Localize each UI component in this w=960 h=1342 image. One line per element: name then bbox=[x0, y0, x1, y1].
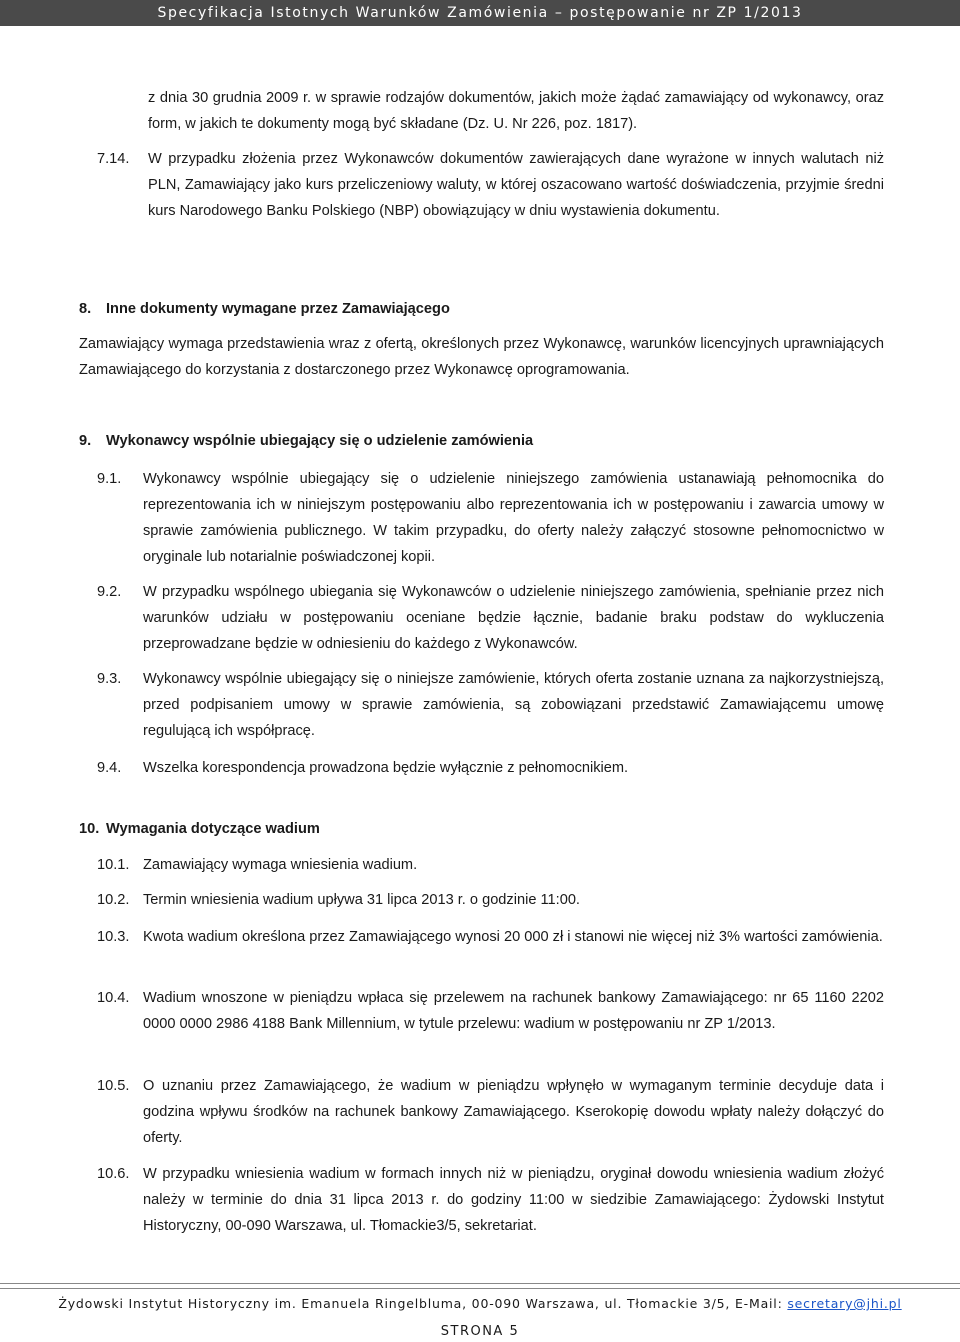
item-number: 10.1. bbox=[97, 857, 130, 873]
footer-email-link[interactable]: secretary@jhi.pl bbox=[787, 1296, 902, 1311]
item-text: Wykonawcy wspólnie ubiegający się o niniejsze zamówienie, których oferta zostanie uznana za najkorzystniejszą, przed podpisaniem umowy w sprawie zamówienia, są zobowiązani przedstawić Zamawiającemu umowę regulującą ich współpracę. bbox=[143, 671, 884, 739]
item-text: Termin wniesienia wadium upływa 31 lipca 2013 r. o godzinie 11:00. bbox=[143, 892, 580, 908]
item-number: 10.5. bbox=[97, 1078, 130, 1094]
item-number: 10.4. bbox=[97, 990, 130, 1006]
item-number: 9.2. bbox=[97, 584, 122, 600]
item-number: 9.1. bbox=[97, 471, 122, 487]
item-number: 10.2. bbox=[97, 892, 130, 908]
item-text: W przypadku złożenia przez Wykonawców dokumentów zawierających dane wyrażone w innych walutach niż PLN, Zamawiający jako kurs przeliczeniowy waluty, w której oszacowano wartość doświadczenia, przyjmie średni kurs Narodowego Banku Polskiego (NBP) obowiązujący w dniu wystawienia dokumentu. bbox=[148, 151, 884, 219]
footer-address-text: Żydowski Instytut Historyczny im. Emanuela Ringelbluma, 00-090 Warszawa, ul. Tłomackie 3/5, E-Mail: bbox=[58, 1296, 788, 1311]
item-text: Zamawiający wymaga wniesienia wadium. bbox=[143, 857, 418, 873]
item-number: 9.3. bbox=[97, 671, 122, 687]
item-text: Kwota wadium określona przez Zamawiającego wynosi 20 000 zł i stanowi nie więcej niż 3% wartości zamówienia. bbox=[143, 929, 883, 945]
page-number: STRONA 5 bbox=[440, 1324, 520, 1339]
page-header: Specyfikacja Istotnych Warunków Zamówienia – postępowanie nr ZP 1/2013 bbox=[0, 0, 960, 26]
item-text: Wadium wnoszone w pieniądzu wpłaca się przelewem na rachunek bankowy Zamawiającego: nr 65 1160 2202 0000 0000 2986 4188 Bank Millennium, w tytule przelewu: wadium w postępowaniu nr ZP 1/2013. bbox=[143, 990, 884, 1032]
section-title: Wymagania dotyczące wadium bbox=[106, 821, 320, 837]
item-text: Wykonawcy wspólnie ubiegający się o udzielenie niniejszego zamówienia ustanawiają pełnomocnika do reprezentowania ich w niniejszym postępowaniu albo reprezentowania ich w postępowaniu i zawarcia umowy w sprawie zamówienia publicznego. W takim przypadku, do oferty należy załączyć stosowne pełnomocnictwo w oryginale lub notarialnie poświadczonej kopii. bbox=[143, 471, 884, 565]
item-number: 7.14. bbox=[97, 151, 130, 167]
item-number: 10.6. bbox=[97, 1166, 130, 1182]
section-title: Wykonawcy wspólnie ubiegający się o udzielenie zamówienia bbox=[106, 433, 534, 449]
footer-address bbox=[0, 1296, 960, 1311]
item-number: 9.4. bbox=[97, 760, 122, 776]
section-text: Zamawiający wymaga przedstawienia wraz z ofertą, określonych przez Wykonawcę, warunków licencyjnych uprawniających Zamawiającego do korzystania z dostarczonego przez Wykonawcę oprogramowania. bbox=[79, 336, 884, 378]
item-text: W przypadku wniesienia wadium w formach innych niż w pieniądzu, oryginał dowodu wniesienia wadium złożyć należy w terminie do dnia 31 lipca 2013 r. do godziny 11:00 w siedzibie Zamawiającego: Żydowski Instytut Historyczny, 00-090 Warszawa, ul. Tłomackie3/5, sekretariat. bbox=[143, 1166, 884, 1234]
section-title: Inne dokumenty wymagane przez Zamawiającego bbox=[106, 301, 450, 317]
section-number: 9. bbox=[79, 433, 92, 449]
item-text: W przypadku wspólnego ubiegania się Wykonawców o udzielenie niniejszego zamówienia, spełnianie przez nich warunków udziału w postępowaniu oceniane będzie łącznie, badanie braku podstaw do wykluczenia przeprowadzane będzie w odniesieniu do każdego z Wykonawców. bbox=[143, 584, 884, 652]
footer-divider bbox=[0, 1283, 960, 1289]
item-text: O uznaniu przez Zamawiającego, że wadium w pieniądzu wpłynęło w wymaganym terminie decyduje data i godzina wpływu środków na rachunek bankowy Zamawiającego. Kserokopię dowodu wpłaty należy dołączyć do oferty. bbox=[143, 1078, 884, 1146]
item-text: Wszelka korespondencja prowadzona będzie wyłącznie z pełnomocnikiem. bbox=[143, 760, 629, 776]
intro-continuation: z dnia 30 grudnia 2009 r. w sprawie rodzajów dokumentów, jakich może żądać zamawiający od wykonawcy, oraz form, w jakich te dokumenty mogą być składane (Dz. U. Nr 226, poz. 1817). bbox=[148, 90, 884, 132]
section-number: 8. bbox=[79, 301, 92, 317]
item-number: 10.3. bbox=[97, 929, 130, 945]
section-number: 10. bbox=[79, 821, 100, 837]
